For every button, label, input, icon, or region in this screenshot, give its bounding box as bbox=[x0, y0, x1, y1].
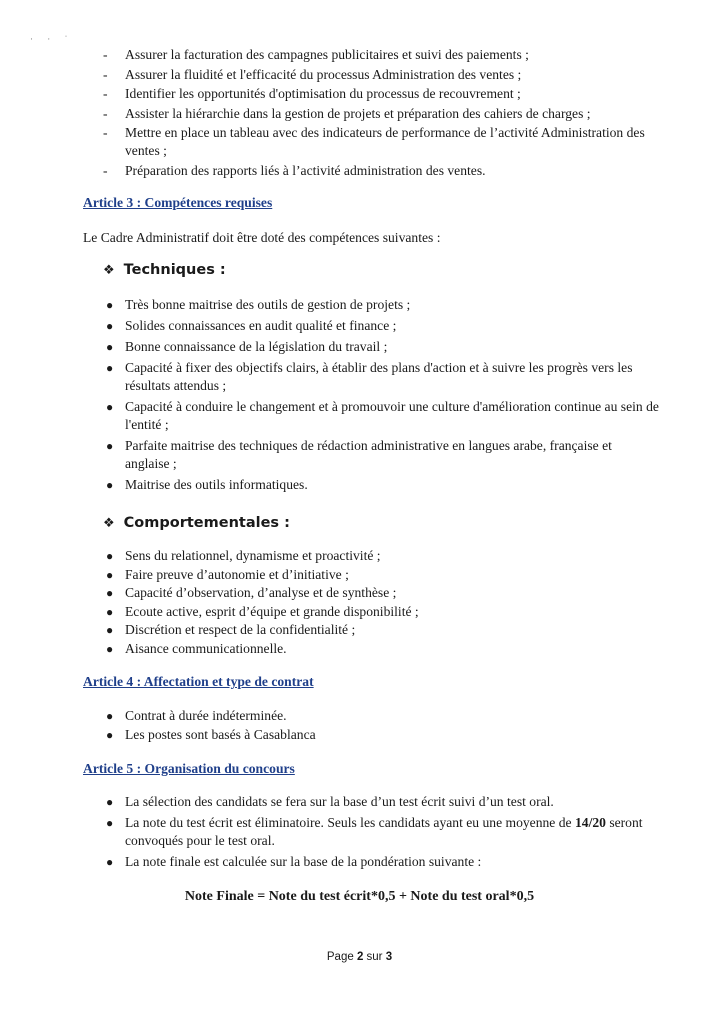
list-item: - Préparation des rapports liés à l’activité administration des ventes. bbox=[103, 162, 486, 178]
passing-grade: 14/20 bbox=[574, 815, 606, 830]
final-grade-formula: Note Finale = Note du test écrit*0,5 + Note du test oral*0,5 bbox=[184, 889, 535, 904]
list-item: ● Parfaite maitrise des techniques de rédaction administrative en langues arabe, française et anglaise ; bbox=[106, 438, 612, 471]
list-item: ● Capacité d’observation, d’analyse et de synthèse ; bbox=[106, 585, 397, 600]
list-item: ● Maitrise des outils informatiques. bbox=[106, 477, 308, 492]
list-item: ● Contrat à durée indéterminée. bbox=[106, 708, 287, 723]
list-item: - Identifier les opportunités d'optimisation du processus de recouvrement ; bbox=[103, 86, 521, 101]
article3-intro: Le Cadre Administratif doit être doté des compétences suivantes : bbox=[83, 230, 441, 245]
list-item: ● La sélection des candidats se fera sur la base d’un test écrit suivi d’un test oral. bbox=[106, 794, 554, 809]
techniques-heading: ❖ Techniques : bbox=[103, 262, 226, 278]
intro-list bbox=[103, 46, 663, 181]
comportementales-list bbox=[103, 547, 659, 658]
article3-title: Article 3 : Compétences requises bbox=[83, 195, 273, 210]
list-item: ● La note finale est calculée sur la base de la pondération suivante : bbox=[106, 854, 482, 869]
list-item: ● Faire preuve d’autonomie et d’initiative ; bbox=[106, 566, 349, 582]
diamond-bullet-icon: ❖ bbox=[103, 516, 115, 531]
techniques-list bbox=[103, 296, 659, 497]
article5-list bbox=[103, 793, 659, 874]
page-number: Page 2 sur 3 bbox=[326, 951, 393, 963]
list-item: ● Capacité à conduire le changement et à promouvoir une culture d'amélioration continue au sein de l'entité ; bbox=[106, 399, 659, 432]
list-item: - Assurer la fluidité et l'efficacité du processus Administration des ventes ; bbox=[103, 66, 522, 82]
list-item: ● Discrétion et respect de la confidentialité ; bbox=[106, 622, 356, 637]
list-item: ● Très bonne maitrise des outils de gestion de projets ; bbox=[106, 297, 411, 312]
list-item: ● Ecoute active, esprit d’équipe et grande disponibilité ; bbox=[106, 603, 419, 619]
article4-title: Article 4 : Affectation et type de contrat bbox=[83, 674, 314, 689]
list-item: ● La note du test écrit est éliminatoire. Seuls les candidats ayant eu une moyenne de 14/20 seront convoqués pour le test oral. bbox=[106, 815, 643, 848]
list-item: - Mettre en place un tableau avec des indicateurs de performance de l’activité Administration des ventes ; bbox=[103, 125, 645, 158]
scan-specks: · · ˈ bbox=[30, 34, 74, 44]
diamond-bullet-icon: ❖ bbox=[103, 263, 115, 278]
list-item: ● Solides connaissances en audit qualité et finance ; bbox=[106, 318, 397, 333]
list-item: ● Aisance communicationnelle. bbox=[106, 640, 287, 656]
list-item: - Assurer la facturation des campagnes publicitaires et suivi des paiements ; bbox=[103, 47, 529, 62]
list-item: ● Bonne connaissance de la législation du travail ; bbox=[106, 339, 388, 354]
list-item: ● Les postes sont basés à Casablanca bbox=[106, 726, 316, 742]
comportementales-heading: ❖ Comportementales : bbox=[103, 515, 290, 531]
article4-list bbox=[103, 707, 659, 744]
list-item: ● Capacité à fixer des objectifs clairs, à établir des plans d'action et à suivre les progrès vers les résultats attendus ; bbox=[106, 360, 633, 393]
list-item: ● Sens du relationnel, dynamisme et proactivité ; bbox=[106, 548, 381, 563]
article5-title: Article 5 : Organisation du concours bbox=[83, 761, 295, 776]
list-item: - Assister la hiérarchie dans la gestion de projets et préparation des cahiers de charges ; bbox=[103, 105, 591, 121]
